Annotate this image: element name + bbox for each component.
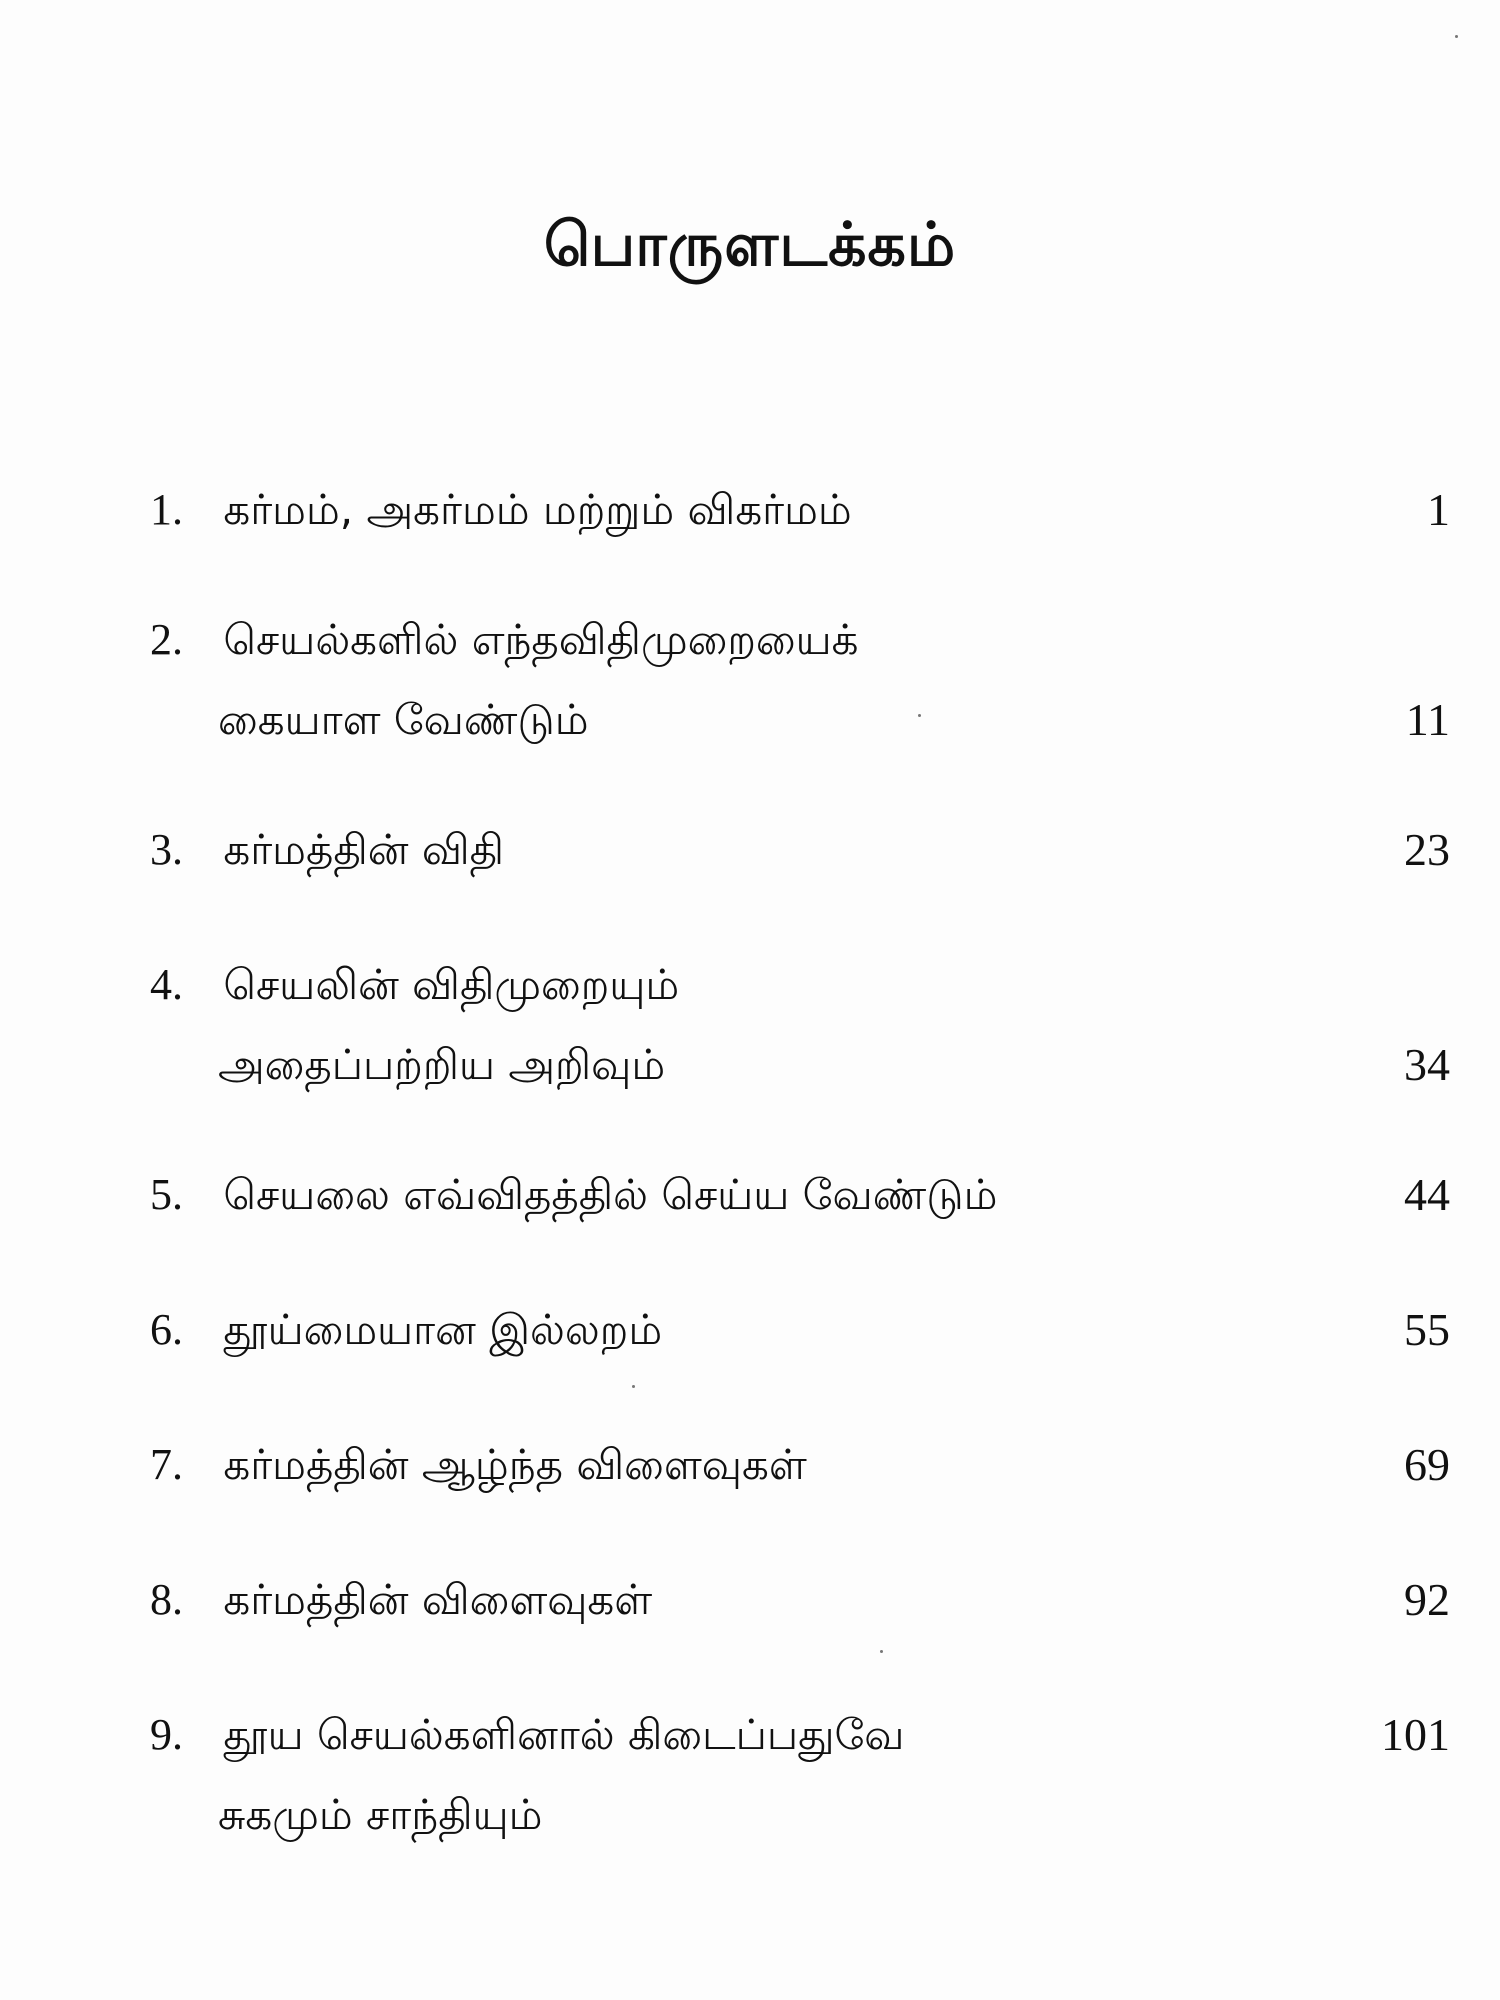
toc-entry-title-continued: கையாள வேண்டும் xyxy=(218,695,589,744)
toc-entry-6 xyxy=(150,1290,1450,1370)
toc-entry-title: தூய்மையான இல்லறம் xyxy=(223,1305,663,1354)
toc-entry-8 xyxy=(150,1560,1450,1640)
scan-speck xyxy=(632,1385,635,1388)
toc-entry-title: கர்மத்தின் விளைவுகள் xyxy=(223,1575,653,1624)
toc-entry-title: கர்மம், அகர்மம் மற்றும் விகர்மம் xyxy=(223,485,852,534)
toc-entry-5 xyxy=(150,1155,1450,1235)
toc-page-number: 92 xyxy=(1404,1574,1450,1625)
toc-entry-title: செயலின் விதிமுறையும் xyxy=(223,960,680,1009)
toc-entry-title: செயல்களில் எந்தவிதிமுறையைக் xyxy=(223,615,859,664)
toc-entry-line xyxy=(150,1290,1450,1370)
toc-entry-number: 6. xyxy=(150,1305,183,1354)
toc-entry-line xyxy=(150,1560,1450,1640)
toc-entry-line xyxy=(150,1425,1450,1505)
toc-entry-line xyxy=(150,810,1450,890)
toc-page-number: 11 xyxy=(1405,694,1450,745)
toc-entry-number: 4. xyxy=(150,960,183,1009)
toc-entry-title-continued: அதைப்பற்றிய அறிவும் xyxy=(218,1040,666,1089)
toc-page-number: 23 xyxy=(1404,824,1450,875)
toc-entry-line xyxy=(150,945,1450,1025)
toc-entry-number: 1. xyxy=(150,485,183,534)
toc-entry-number: 2. xyxy=(150,615,183,664)
toc-entry-title: செயலை எவ்விதத்தில் செய்ய வேண்டும் xyxy=(223,1170,998,1219)
scan-speck xyxy=(880,1650,883,1653)
toc-entry-line-continued xyxy=(150,1025,1450,1105)
toc-page-number: 34 xyxy=(1404,1039,1450,1090)
toc-entry-line-continued xyxy=(150,680,1450,760)
scan-speck xyxy=(918,714,921,717)
toc-entry-number: 7. xyxy=(150,1440,183,1489)
toc-entry-line-continued xyxy=(150,1775,1450,1855)
toc-entry-title: தூய செயல்களினால் கிடைப்பதுவே xyxy=(223,1710,905,1759)
scan-speck xyxy=(1455,35,1458,38)
toc-entry-3 xyxy=(150,810,1450,890)
toc-page-number: 69 xyxy=(1404,1439,1450,1490)
toc-entry-number: 8. xyxy=(150,1575,183,1624)
toc-page-number: 55 xyxy=(1404,1304,1450,1355)
toc-entry-title: கர்மத்தின் விதி xyxy=(223,825,505,874)
toc-entry-line xyxy=(150,1695,1450,1775)
toc-page-number: 44 xyxy=(1404,1169,1450,1220)
toc-entry-title-continued: சுகமும் சாந்தியும் xyxy=(218,1790,543,1839)
toc-entry-line xyxy=(150,600,1450,680)
toc-entry-title: கர்மத்தின் ஆழ்ந்த விளைவுகள் xyxy=(223,1440,807,1489)
toc-entry-4 xyxy=(150,945,1450,1105)
toc-entry-line xyxy=(150,470,1450,550)
toc-entry-number: 9. xyxy=(150,1710,183,1759)
page-title: பொருளடக்கம் xyxy=(543,210,957,280)
toc-entry-number: 3. xyxy=(150,825,183,874)
toc-entry-1 xyxy=(150,470,1450,550)
toc-entry-2 xyxy=(150,600,1450,760)
toc-entry-7 xyxy=(150,1425,1450,1505)
toc-page-number: 1 xyxy=(1427,484,1450,535)
toc-entry-number: 5. xyxy=(150,1170,183,1219)
toc-entry-line xyxy=(150,1155,1450,1235)
toc-page-number: 101 xyxy=(1381,1709,1450,1760)
toc-entry-9 xyxy=(150,1695,1450,1855)
